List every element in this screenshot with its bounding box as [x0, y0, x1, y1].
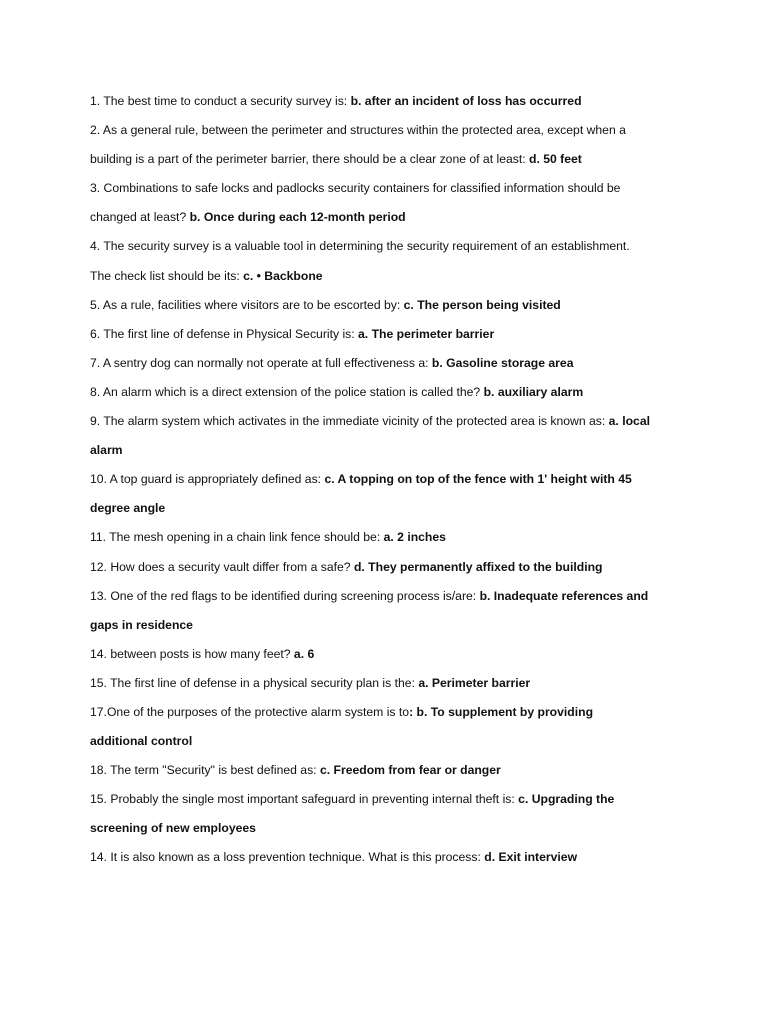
qa-item-18 — [90, 785, 650, 843]
question-text: 3. Combinations to safe locks and padlocks security containers for classified information should be changed at least? — [90, 181, 621, 225]
qa-item-12 — [90, 553, 650, 582]
question-text: 4. The security survey is a valuable tool in determining the security requirement of an establishment. The check list should be its: — [90, 239, 630, 283]
question-text: 1. The best time to conduct a security survey is: — [90, 94, 351, 108]
question-text: 2. As a general rule, between the perimeter and structures within the protected area, except when a building is a part of the perimeter barrier, there should be a clear zone of at least: — [90, 123, 626, 167]
answer-text: d. They permanently affixed to the building — [353, 559, 603, 574]
question-text: 14. between posts is how many feet? — [90, 646, 294, 661]
answer-text: d. 50 feet — [529, 152, 582, 167]
qa-item-16 — [90, 698, 650, 756]
answer-text: c. The person being visited — [403, 297, 561, 312]
question-text: 11. The mesh opening in a chain link fence should be: — [90, 530, 384, 545]
answer-text: a. The perimeter barrier — [358, 326, 495, 341]
question-text: 17.One of the purposes of the protective alarm system is to — [90, 704, 410, 719]
qa-item-14 — [90, 640, 650, 669]
question-list — [90, 87, 650, 873]
answer-text: c. Upgrading the screening of new employees — [90, 792, 615, 836]
question-text: 9. The alarm system which activates in the immediate vicinity of the protected area is known as: — [90, 414, 609, 429]
qa-item-3 — [90, 174, 650, 232]
question-text: 10. A top guard is appropriately defined as: — [90, 472, 325, 487]
question-text: 8. An alarm which is a direct extension of the police station is called the? — [90, 384, 484, 399]
qa-item-11 — [90, 523, 650, 552]
answer-text: : b. To supplement by providing additional control — [90, 704, 594, 749]
question-text: 14. It is also known as a loss prevention technique. What is this process: — [90, 850, 485, 865]
answer-text: b. auxiliary alarm — [483, 384, 584, 399]
answer-text: a. local alarm — [90, 414, 650, 458]
qa-item-5 — [90, 291, 650, 320]
question-text: 15. The first line of defense in a physical security plan is the: — [90, 675, 419, 690]
answer-text: c. A topping on top of the fence with 1' height with 45 degree angle — [90, 472, 632, 516]
question-text: 6. The first line of defense in Physical Security is: — [90, 326, 359, 341]
question-text: 18. The term "Security" is best defined as: — [90, 763, 320, 778]
answer-text: a. 2 inches — [383, 530, 446, 545]
question-text: 7. A sentry dog can normally not operate at full effectiveness a: — [90, 355, 432, 370]
answer-text: b. after an incident of loss has occurred — [350, 94, 582, 108]
qa-item-2 — [90, 116, 650, 174]
qa-item-7 — [90, 349, 650, 378]
answer-text: d. Exit interview — [484, 850, 578, 865]
qa-item-10 — [90, 465, 650, 523]
answer-text: b. Inadequate references and gaps in residence — [90, 588, 649, 632]
answer-text: c. • Backbone — [243, 268, 323, 283]
qa-item-19 — [90, 843, 650, 872]
qa-item-13 — [90, 582, 650, 640]
qa-item-17 — [90, 756, 650, 785]
question-text: 13. One of the red flags to be identified during screening process is/are: — [90, 588, 480, 603]
answer-text: c. Freedom from fear or danger — [319, 763, 501, 778]
qa-item-8 — [90, 378, 650, 407]
answer-text: a. Perimeter barrier — [418, 675, 531, 690]
answer-text: a. 6 — [293, 646, 315, 661]
qa-item-6 — [90, 320, 650, 349]
answer-text: b. Gasoline storage area — [431, 355, 574, 370]
qa-item-1 — [90, 87, 650, 116]
answer-text: b. Once during each 12-month period — [189, 210, 406, 225]
qa-item-15 — [90, 669, 650, 698]
qa-item-9 — [90, 407, 650, 465]
question-text: 12. How does a security vault differ from a safe? — [90, 559, 354, 574]
question-text: 5. As a rule, facilities where visitors are to be escorted by: — [90, 297, 404, 312]
qa-item-4 — [90, 232, 650, 290]
question-text: 15. Probably the single most important safeguard in preventing internal theft is: — [90, 792, 519, 807]
